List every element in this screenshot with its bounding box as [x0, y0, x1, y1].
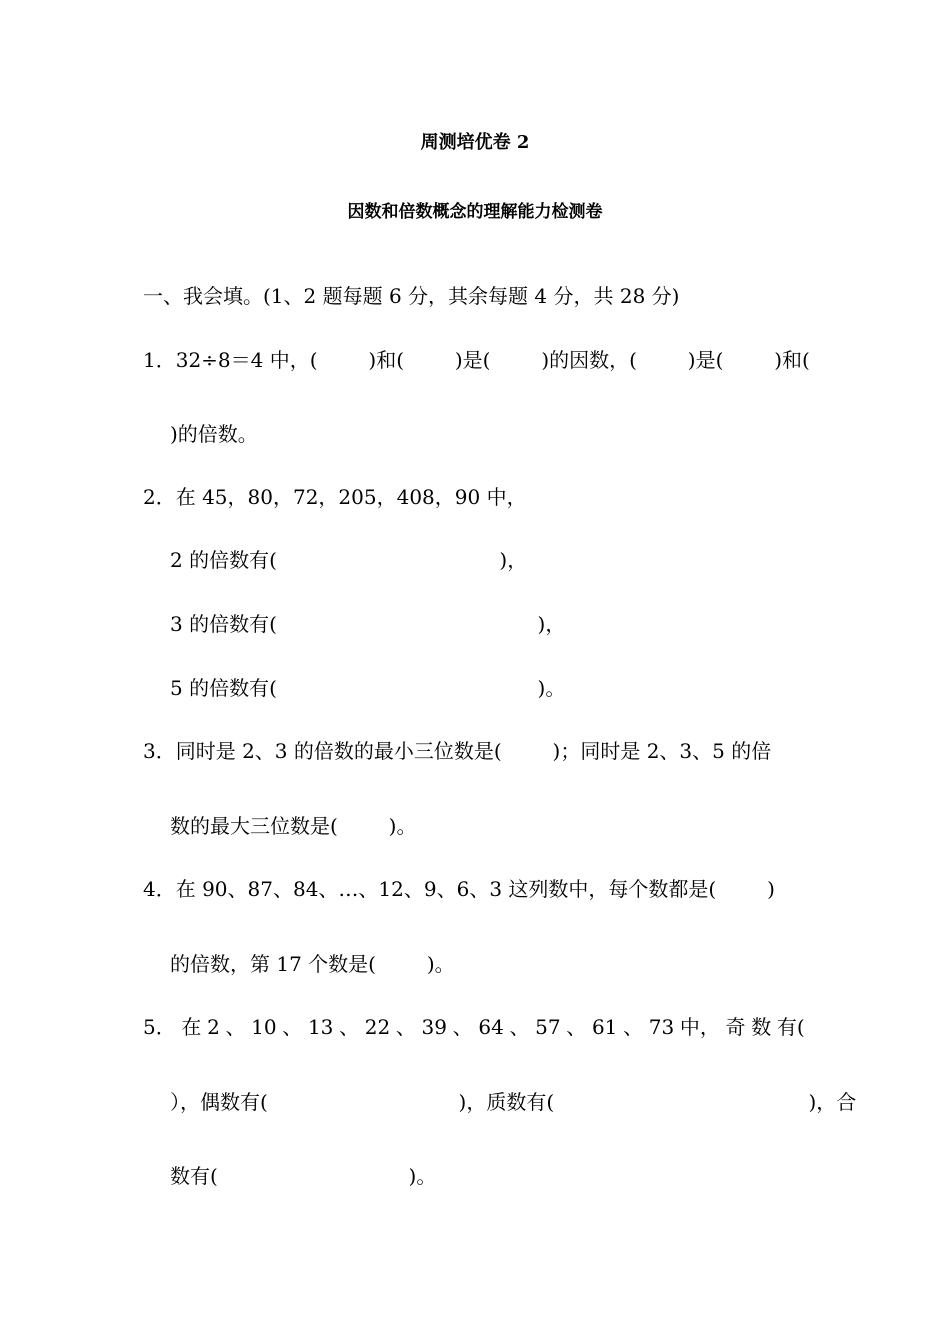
question-4-line-2: 的倍数，第 17 个数是( )。	[170, 952, 455, 976]
page-title: 周测培优卷 2	[420, 132, 530, 153]
q5-part: 、	[225, 1015, 246, 1039]
question-5-line-2	[170, 1090, 857, 1114]
q5-part: 数	[751, 1015, 772, 1039]
question-2-multiples-of-5: 5 的倍数有( )。	[170, 676, 566, 700]
q5-part: 39	[421, 1015, 447, 1039]
question-3-line-2: 数的最大三位数是( )。	[170, 814, 417, 838]
q5-line2-part: ），偶数有(	[170, 1090, 268, 1114]
q5-part: 73	[648, 1015, 675, 1039]
q5-part: 、	[623, 1015, 644, 1039]
question-5-line-1	[143, 1015, 805, 1039]
question-3-line-1: 3．同时是 2、3 的倍数的最小三位数是( )；同时是 2、3、5 的倍	[143, 739, 772, 763]
question-2-multiples-of-3: 3 的倍数有( )，	[170, 612, 566, 636]
page-subtitle: 因数和倍数概念的理解能力检测卷	[347, 202, 603, 222]
q5-part: 5．	[143, 1015, 176, 1039]
q5-part: 13	[307, 1015, 334, 1039]
q5-part: 中，	[679, 1015, 720, 1039]
q5-line2-part: )，质数有(	[458, 1090, 555, 1114]
q5-line2-part	[554, 1090, 808, 1114]
q5-part: 奇	[725, 1015, 746, 1039]
q5-part: 22	[364, 1015, 391, 1039]
q5-part: 64	[478, 1015, 504, 1039]
q5-part: 有(	[776, 1015, 805, 1039]
q5-part: 、	[282, 1015, 303, 1039]
question-4-line-1: 4．在 90、87、84、…、12、9、6、3 这列数中，每个数都是( )	[143, 877, 775, 901]
q5-part: 2	[207, 1015, 220, 1039]
q5-part: 、	[566, 1015, 587, 1039]
section-heading: 一、我会填。(1、2 题每题 6 分，其余每题 4 分，共 28 分)	[143, 284, 680, 308]
q5-part: 61	[591, 1015, 618, 1039]
question-1-line-1: 1．32÷8＝4 中，( )和( )是( )的因数，( )是( )和(	[143, 348, 810, 372]
q5-line2-part	[268, 1090, 459, 1114]
q5-part: 57	[535, 1015, 561, 1039]
q5-part: 、	[395, 1015, 416, 1039]
q5-part: 在	[181, 1015, 202, 1039]
q5-part: 、	[339, 1015, 360, 1039]
question-1-line-2: )的倍数。	[170, 422, 258, 446]
q5-part: 、	[452, 1015, 473, 1039]
question-5-line-3: 数有( )。	[170, 1164, 437, 1188]
question-2-multiples-of-2: 2 的倍数有( )，	[170, 548, 528, 572]
q5-part: 10	[251, 1015, 277, 1039]
q5-line2-part: )，合	[808, 1090, 857, 1114]
q5-part: 、	[509, 1015, 530, 1039]
question-2-intro: 2．在 45，80，72，205，408，90 中，	[143, 485, 527, 509]
